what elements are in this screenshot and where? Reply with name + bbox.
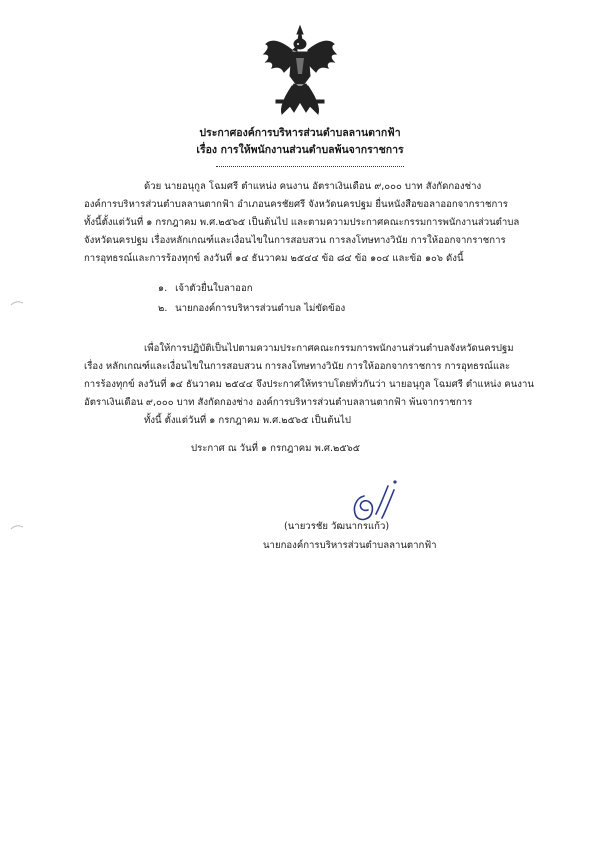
announcement-date: ประกาศ ณ วันที่ ๑ กรกฎาคม พ.ศ.๒๕๖๕	[191, 443, 360, 454]
paragraph-line: ด้วย นายอนุกูล โฉมศรี ตำแหน่ง คนงาน อัตราเงินเดือน ๙,๐๐๐ บาท สังกัดกองช่าง	[144, 181, 482, 192]
effective-date: ทั้งนี้ ตั้งแต่วันที่ ๑ กรกฎาคม พ.ศ.๒๕๖๕ เป็นต้นไป	[144, 415, 351, 426]
scan-mark-icon	[10, 524, 24, 530]
paragraph-line: ทั้งนี้ตั้งแต่วันที่ ๑ กรกฎาคม พ.ศ.๒๕๖๕ เป็นต้นไป และตามความประกาศคณะกรรมการพนักงานส่วนตำบล	[84, 217, 520, 228]
paragraph-line: การร้องทุกข์ ลงวันที่ ๑๔ ธันวาคม ๒๕๔๔ จึงประกาศให้ทราบโดยทั่วกันว่า นายอนุกูล โฉมศรี ตำแหน่ง คนงาน	[84, 379, 534, 390]
dotted-separator	[216, 166, 404, 169]
paragraph-2	[84, 340, 532, 412]
paragraph-line: องค์การบริหารส่วนตำบลลานตากฟ้า อำเภอนครชัยศรี จังหวัดนครปฐม ยื่นหนังสือขอลาออกจากราชการ	[84, 199, 508, 210]
announcement-subject: เรื่อง การให้พนักงานส่วนตำบลพ้นจากราชการ	[196, 144, 404, 156]
signatory-name: (นายวรชัย วัฒนากรแก้ว)	[284, 521, 390, 532]
list-item	[158, 300, 345, 318]
paragraph-line: จังหวัดนครปฐม เรื่องหลักเกณฑ์และเงื่อนไขในการสอบสวน การลงโทษทางวินัย การให้ออกจากราชการ	[84, 235, 506, 246]
paragraph-1	[84, 178, 532, 268]
list-number: ๒.	[158, 303, 168, 314]
paragraph-line: เรื่อง หลักเกณฑ์และเงื่อนไขในการสอบสวน การลงโทษทางวินัย การให้ออกจากราชการ การอุทธรณ์และ	[84, 361, 511, 372]
paragraph-line: อัตราเงินเดือน ๙,๐๐๐ บาท สังกัดกองช่าง องค์การบริหารส่วนตำบลลานตากฟ้า พ้นจากราชการ	[84, 397, 473, 408]
scan-mark-icon	[10, 300, 24, 306]
list-text: นายกองค์การบริหารส่วนตำบล ไม่ขัดข้อง	[175, 303, 346, 314]
garuda-emblem-icon	[262, 24, 338, 116]
list-text: เจ้าตัวยื่นใบลาออก	[175, 283, 253, 294]
list-item	[158, 280, 253, 298]
paragraph-line: การอุทธรณ์และการร้องทุกข์ ลงวันที่ ๑๔ ธันวาคม ๒๕๔๔ ข้อ ๘๔ ข้อ ๑๐๔ และข้อ ๑๐๖ ดังนี้	[84, 253, 464, 264]
announcement-title: ประกาศองค์การบริหารส่วนตำบลลานตากฟ้า	[199, 127, 401, 139]
list-number: ๑.	[158, 283, 168, 294]
signatory-position: นายกองค์การบริหารส่วนตำบลลานตากฟ้า	[263, 540, 437, 551]
title-block	[0, 125, 600, 159]
paragraph-line: เพื่อให้การปฏิบัติเป็นไปตามความประกาศคณะกรรมการพนักงานส่วนตำบลจังหวัดนครปฐม	[144, 343, 514, 354]
